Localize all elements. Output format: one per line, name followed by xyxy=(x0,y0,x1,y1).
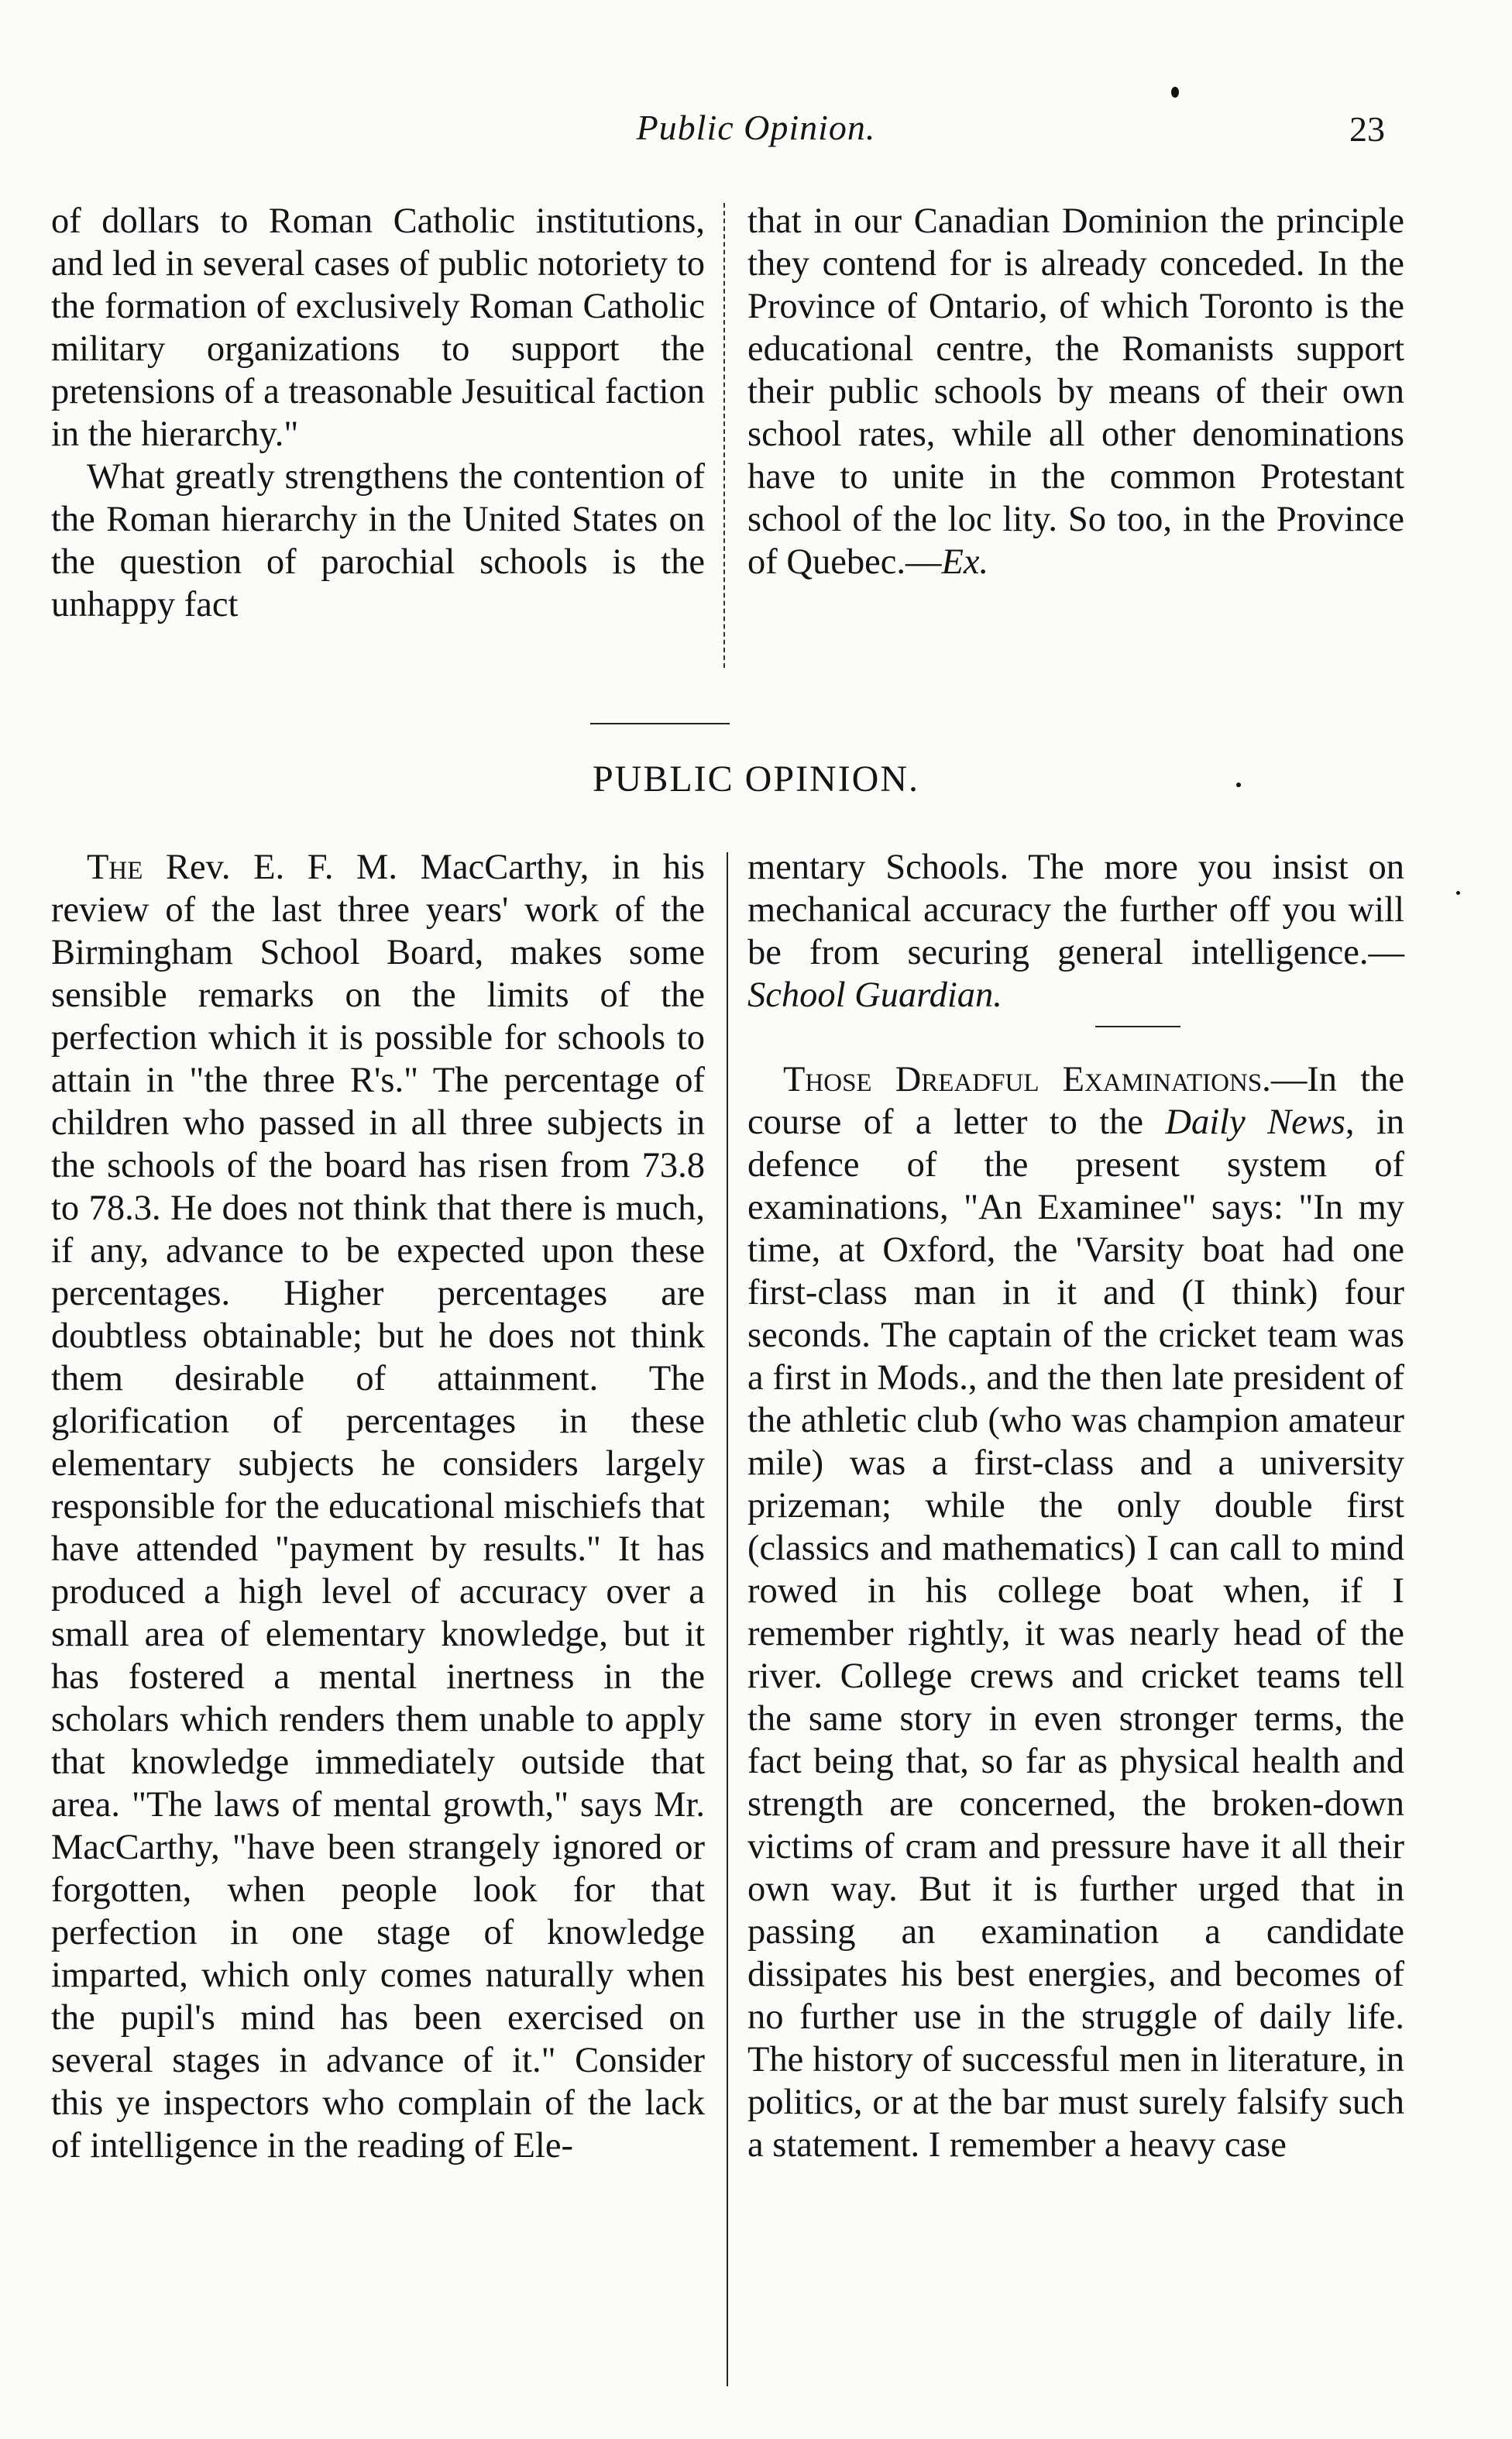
article-separator-rule xyxy=(1095,1026,1180,1027)
article-paragraph xyxy=(747,1058,1404,2166)
bottom-right-column xyxy=(747,846,1404,2166)
article-paragraph xyxy=(51,846,705,2167)
page-number: 23 xyxy=(1349,109,1385,149)
article-lead-word: The xyxy=(87,848,143,887)
running-title: Public Opinion. xyxy=(636,108,876,147)
bottom-left-column xyxy=(51,846,705,2167)
column-divider xyxy=(723,203,725,668)
stray-ink-mark xyxy=(1456,891,1460,895)
paragraph: of dollars to Roman Catholic institutions, and led in several cases of public notoriety to the formation of exclusively Roman Catholic military organizations to support the pretensions of a treasonable Jesuitical faction in the hierarchy." xyxy=(51,201,705,454)
article-body: Rev. E. F. M. MacCarthy, in his review of the last three years' work of the Birmingham School Board, makes some sensible remarks on the limits of the perfection which it is possible for schools to attain in "the three R's." The percentage of children who passed in all three subjects in the schools of the board has risen from 73.8 to 78.3. He does not think that there is much, if any, advance to be expected upon these percentages. Higher percentages are doubtless obtainable; but he does not think them desirable of attainment. The glorification of percentages in these elementary subjects he considers largely responsible for the educational mischiefs that have attended "payment by results." It has produced a high level of accuracy over a small area of elementary knowledge, but it has fostered a mental inertness in the scholars which renders them unable to apply that knowledge immediately outside that area. "The laws of mental growth," says Mr. MacCarthy, "have been strangely ignored or forgotten, when people look for that perfection in one stage of knowledge imparted, which only comes naturally when the pupil's mind has been exercised on several stages in advance of it." Consider this ye inspectors who complain of the lack of intelligence in the reading of Ele- xyxy=(51,848,705,2166)
paragraph xyxy=(747,200,1404,583)
section-separator-rule xyxy=(590,723,730,724)
source-attribution: School Guardian. xyxy=(747,975,1002,1015)
top-left-column xyxy=(51,200,705,626)
paragraph-text: that in our Canadian Dominion the principle they contend for is already conceded. In the Province of Ontario, of which Toronto is the educational centre, the Romanists support their public schools by means of their own school rates, while all other denominations have to unite in the common Protestant school of the loc lity. So too, in the Province of Quebec.— xyxy=(747,201,1404,582)
source-attribution: Ex. xyxy=(941,542,989,582)
continuation-text: mentary Schools. The more you insist on mechanical accuracy the further off you will be from securing general intelligence.— xyxy=(747,848,1404,972)
top-right-column xyxy=(747,200,1404,583)
column-divider xyxy=(727,852,728,2386)
paragraph: What greatly strengthens the contention of the Roman hierarchy in the United States on the question of parochial schools is the unhappy fact xyxy=(51,457,705,624)
article-continuation xyxy=(747,846,1404,1017)
stray-ink-mark xyxy=(1171,87,1179,98)
article-body: , in defence of the present system of examinations, "An Examinee" says: "In my time, at Oxford, the 'Varsity boat had one first-class man in it and (I think) four seconds. The captain of the cricket team was a first in Mods., and the then late president of the athletic club (who was champion amateur mile) was a first-class and a university prizeman; while the only double first (classics and mathematics) I can call to mind rowed in his college boat when, if I remember rightly, it was nearly head of the river. College crews and cricket teams tell the same story in even stronger terms, the fact being that, so far as physical health and strength are concerned, the broken-down victims of cram and pressure have it all their own way. But it is further urged that in passing an examination a candidate dissipates his best energies, and becomes of no further use in the struggle of daily life. The history of successful men in literature, in politics, or at the bar must surely falsify such a statement. I remember a heavy case xyxy=(747,1103,1404,2165)
section-heading: PUBLIC OPINION. xyxy=(592,759,919,800)
article-body: —In the course of a letter to the xyxy=(747,1060,1404,1142)
article-title: Those Dreadful Examinations. xyxy=(783,1060,1271,1099)
newspaper-name: Daily News xyxy=(1165,1103,1345,1142)
spacer xyxy=(747,1027,1404,1058)
